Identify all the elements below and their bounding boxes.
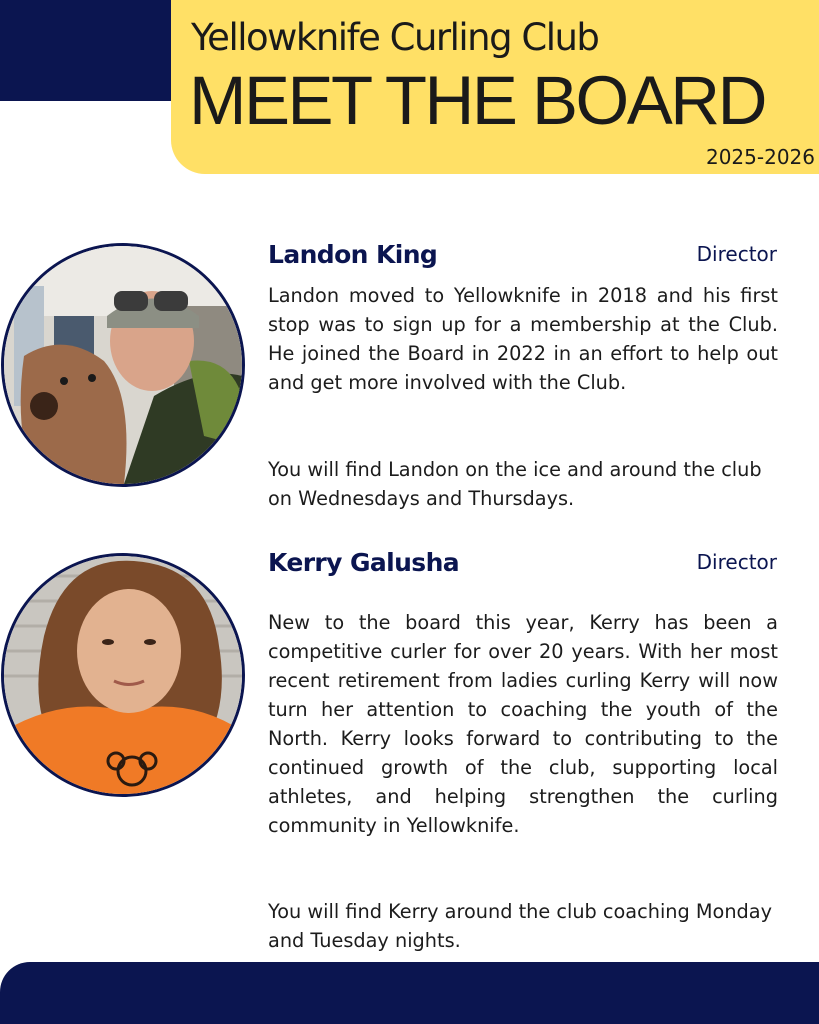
header-banner xyxy=(171,0,819,174)
landon-king-portrait xyxy=(4,246,242,484)
bio-paragraph-landon-2: You will find Landon on the ice and around the club on Wednesdays and Thursdays. xyxy=(268,458,762,510)
bio-paragraph-landon-1: Landon moved to Yellowknife in 2018 and his first stop was to sign up for a membership at the Club. He joined the Board in 2022 in an effort to help out and get more involved with the Club. xyxy=(268,284,778,394)
bio-paragraph-kerry-1: New to the board this year, Kerry has been a competitive curler for over 20 years. With her most recent retirement from ladies curling Kerry will now turn her attention to coaching the youth of the North. Kerry looks forward to contributing to the continued growth of the club, supporting local athletes, and helping strengthen the curling community in Yellowknife. xyxy=(268,611,778,837)
club-name: Yellowknife Curling Club xyxy=(191,16,599,59)
season-label: 2025-2026 xyxy=(705,145,815,169)
kerry-galusha-photo xyxy=(1,553,245,797)
footer-bar xyxy=(0,962,819,1024)
member-name-landon: Landon King xyxy=(268,240,438,269)
landon-king-photo xyxy=(1,243,245,487)
bio-paragraph-kerry-2: You will find Kerry around the club coaching Monday and Tuesday nights. xyxy=(268,900,773,952)
member-role-kerry: Director xyxy=(696,550,777,574)
header-navy-block xyxy=(0,0,171,101)
page-title: MEET THE BOARD xyxy=(189,62,765,139)
member-role-landon: Director xyxy=(696,242,777,266)
member-name-kerry: Kerry Galusha xyxy=(268,548,460,577)
kerry-galusha-portrait xyxy=(4,556,242,794)
